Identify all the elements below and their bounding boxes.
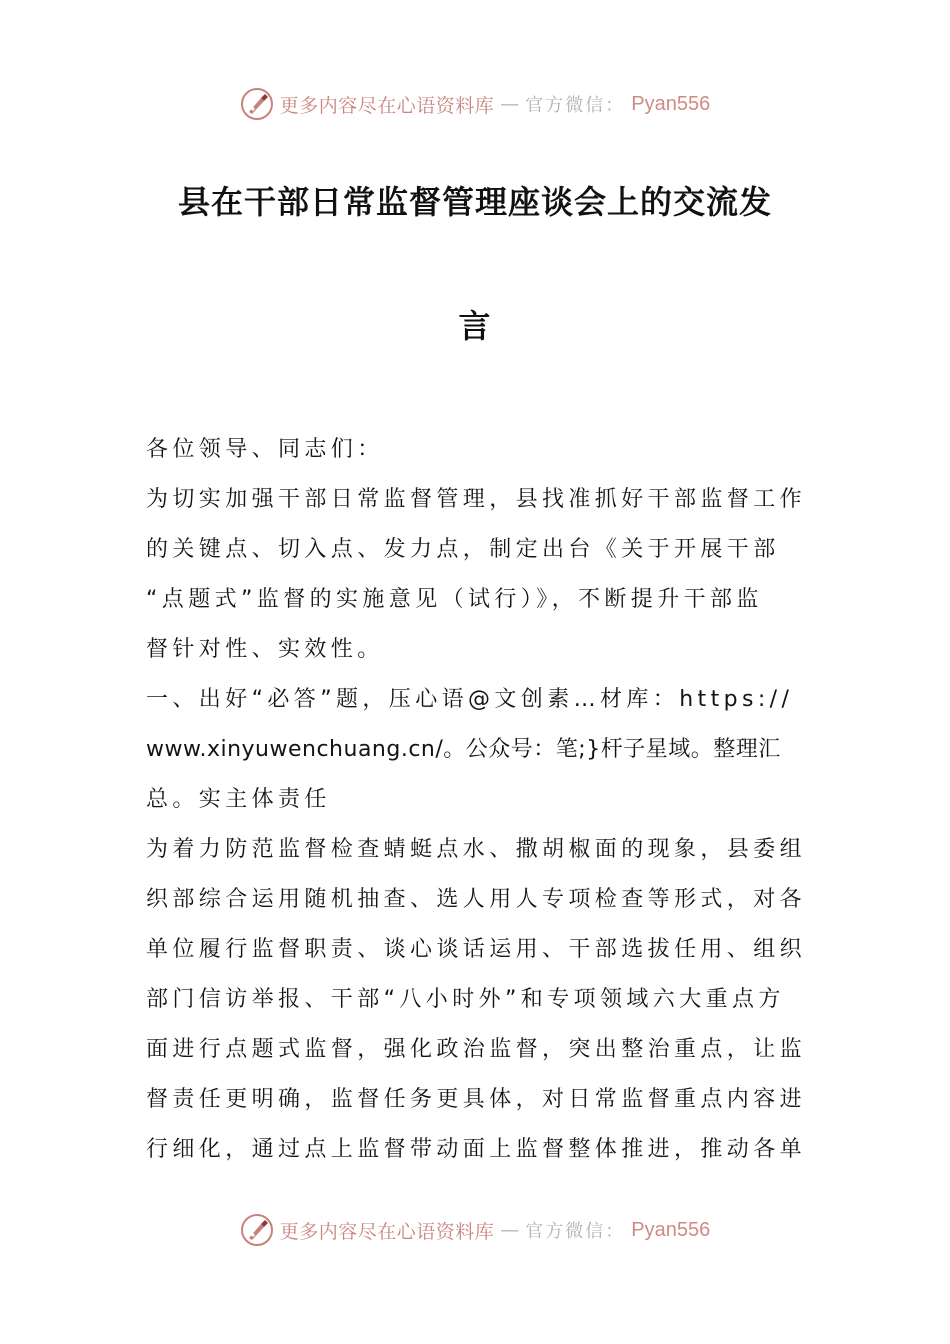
watermark-brand-text: 更多内容尽在心语资料库 [279,1220,495,1243]
body-line: 督针对性、实效性。 [146,637,384,662]
body-line: www.xinyuwenchuang.cn/。公众号：笔;}杆子星域。整理汇 [146,737,781,762]
body-line: 各位领导、同志们： [146,437,384,462]
body-line: 为切实加强干部日常监督管理，县找准抓好干部监督工作 [146,487,807,512]
body-line: 一、出好“必答”题，压心语@文创素…材库：https:// [146,687,794,712]
document-title-line-2: 言 [458,307,492,345]
body-line: 织部综合运用随机抽查、选人用人专项检查等形式，对各 [146,887,807,912]
body-line: 面进行点题式监督，强化政治监督，突出整治重点，让监 [146,1037,807,1062]
watermark-dash: — [500,1219,520,1241]
document-body [146,432,806,1182]
header-watermark [0,84,950,124]
watermark-wechat-label: 官方微信： [525,1221,626,1242]
document-title-line-1: 县在干部日常监督管理座谈会上的交流发 [177,183,772,221]
body-line: 的关键点、切入点、发力点，制定出台《关于开展干部 [146,537,780,562]
pen-nib-logo-icon [240,87,274,121]
body-line: 总。实主体责任 [146,787,331,812]
footer-watermark [0,1210,950,1250]
pen-nib-logo-icon [240,1213,274,1247]
body-line: “点题式”监督的实施意见（试行）》，不断提升干部监 [146,587,763,612]
body-line: 单位履行监督职责、谈心谈话运用、干部选拔任用、组织 [146,937,807,962]
watermark-dash: — [500,93,520,115]
watermark-wechat-id: Pyan556 [631,1218,711,1241]
watermark-brand-text: 更多内容尽在心语资料库 [279,94,495,117]
body-line: 行细化，通过点上监督带动面上监督整体推进，推动各单 [146,1137,807,1162]
body-line: 为着力防范监督检查蜻蜓点水、撒胡椒面的现象，县委组 [146,837,807,862]
watermark-wechat-label: 官方微信： [525,95,626,116]
body-line: 部门信访举报、干部“八小时外”和专项领域六大重点方 [146,987,785,1012]
watermark-wechat-id: Pyan556 [631,92,711,115]
body-line: 督责任更明确，监督任务更具体，对日常监督重点内容进 [146,1087,807,1112]
